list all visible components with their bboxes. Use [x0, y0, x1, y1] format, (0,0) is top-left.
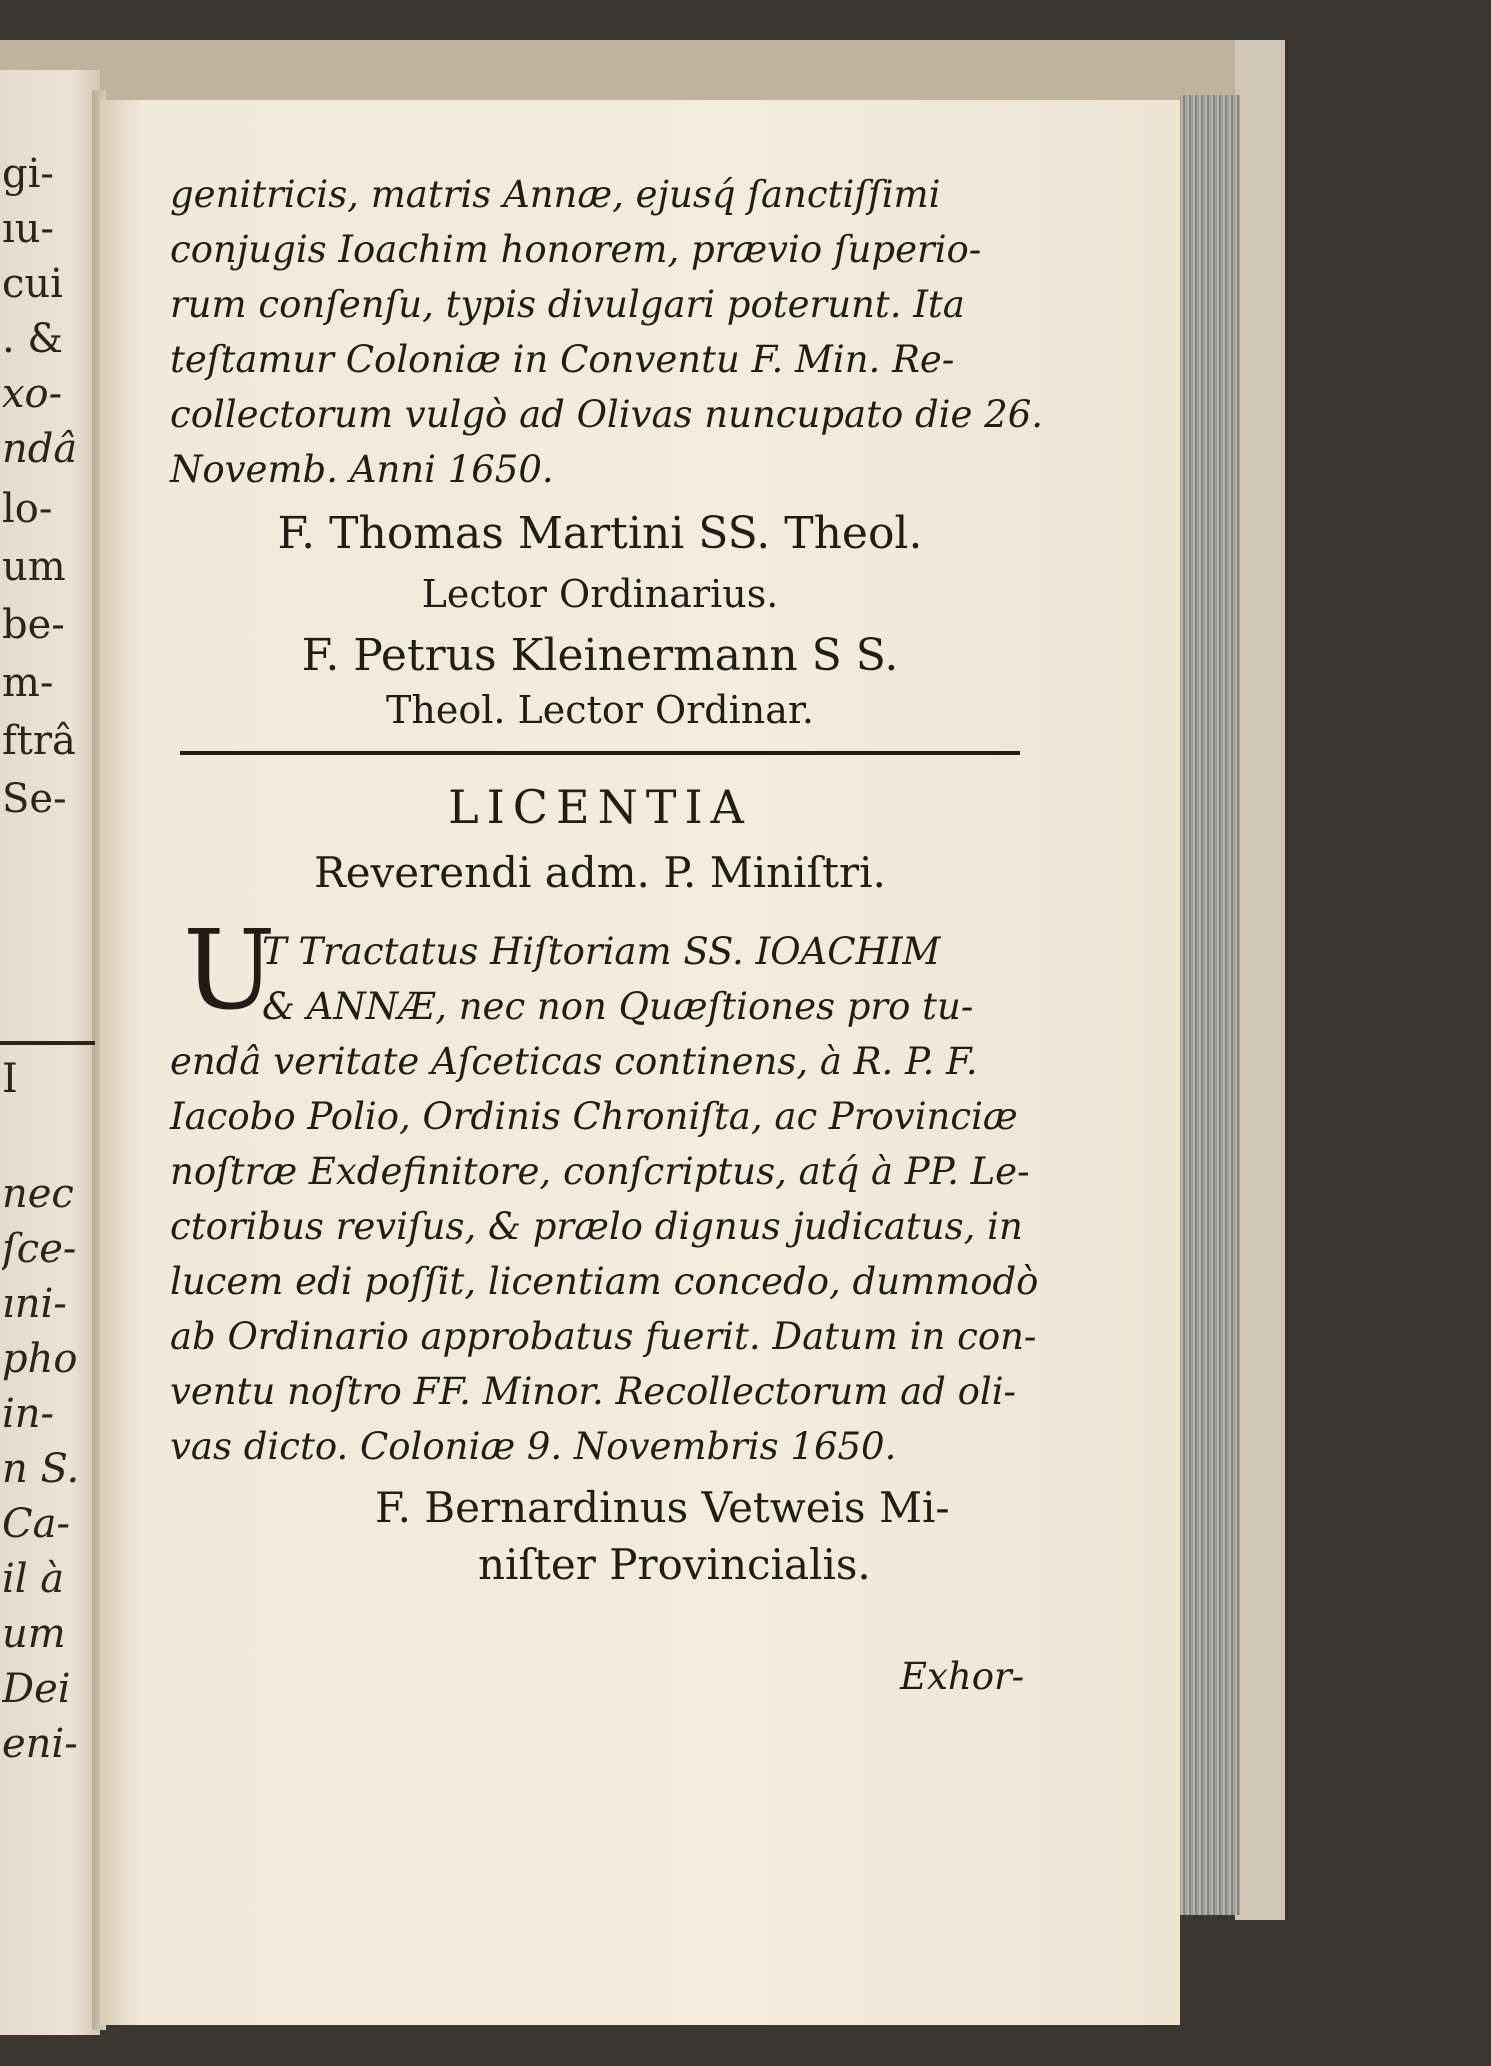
left-line: ıni-: [2, 1281, 67, 1327]
dropcap: U: [183, 906, 276, 1034]
left-line: il à: [2, 1556, 65, 1602]
licentia-signer-line1: F. Bernardinus Vetweis Mi-: [375, 1483, 950, 1532]
left-line: eni-: [2, 1721, 78, 1767]
left-line: I: [2, 1056, 18, 1102]
approbation-line: teſtamur Coloniæ in Conventu F. Min. Re-: [170, 338, 955, 381]
left-line: Ca-: [2, 1501, 70, 1547]
signer1-name: F. Thomas Martini SS. Theol.: [277, 508, 923, 559]
licentia-line: noſtræ Exdefinitore, conſcriptus, atq́ à PP. Le-: [170, 1150, 1030, 1193]
licentia-signer-line2: niſter Provincialis.: [478, 1540, 871, 1589]
left-line: um: [2, 1611, 66, 1657]
approbation-line: rum conſenſu, typis divulgari poterunt. Ita: [170, 283, 965, 326]
licentia-line: & ANNÆ, nec non Quæſtiones pro tu-: [262, 985, 974, 1028]
left-line: ndâ: [2, 426, 78, 472]
left-line: cui: [2, 261, 63, 307]
left-line: nec: [2, 1171, 74, 1217]
left-rule: [0, 1041, 95, 1045]
left-line: gi-: [2, 151, 54, 197]
section-rule: [180, 751, 1020, 755]
licentia-heading: LICENTIA: [448, 780, 752, 834]
book-cover-right: [1235, 40, 1285, 1920]
licentia-line: T Tractatus Hiſtoriam SS. IOACHIM: [262, 930, 941, 973]
left-line: ſce-: [2, 1226, 77, 1272]
left-line: m-: [2, 660, 54, 706]
book-cover-top: [0, 40, 1260, 100]
licentia-line: vas dicto. Coloniæ 9. Novembris 1650.: [170, 1425, 897, 1468]
approbation-line: genitricis, matris Annæ, ejusq́ ſanctiſſimi: [170, 173, 941, 216]
approbation-line: Novemb. Anni 1650.: [170, 448, 554, 491]
licentia-line: Iacobo Polio, Ordinis Chroniſta, ac Provinciæ: [170, 1095, 1018, 1138]
left-line: Se-: [2, 776, 67, 822]
approbation-line: conjugis Ioachim honorem, prævio ſuperio-: [170, 228, 982, 271]
left-line: pho: [2, 1336, 78, 1382]
licentia-line: lucem edi poſſit, licentiam concedo, dummodò: [170, 1260, 1039, 1303]
licentia-subheading: Reverendi adm. P. Miniſtri.: [314, 848, 886, 897]
signer2-title: Theol. Lector Ordinar.: [386, 688, 814, 732]
left-line: um: [2, 544, 66, 590]
left-line: ıu-: [2, 206, 55, 252]
catchword: Exhor-: [900, 1655, 1025, 1698]
left-line: in-: [2, 1391, 55, 1437]
signer2-name: F. Petrus Kleinermann S S.: [301, 630, 899, 681]
left-line: be-: [2, 602, 65, 648]
left-line: n S.: [2, 1446, 80, 1492]
licentia-line: endâ veritate Aſceticas continens, à R. P. F.: [170, 1040, 978, 1083]
left-line: lo-: [2, 486, 53, 532]
licentia-line: ab Ordinario approbatus fuerit. Datum in con-: [170, 1315, 1037, 1358]
left-line: Dei: [2, 1666, 71, 1712]
page-edges: [1180, 95, 1240, 1915]
approbation-line: collectorum vulgò ad Olivas nuncupato die 26.: [170, 393, 1044, 436]
left-line: ftrâ: [2, 718, 76, 764]
left-line: xo-: [2, 371, 63, 417]
licentia-line: ctoribus reviſus, & prælo dignus judicatus, in: [170, 1205, 1023, 1248]
left-line: . &: [2, 316, 64, 362]
licentia-line: ventu noſtro FF. Minor. Recollectorum ad oli-: [170, 1370, 1017, 1413]
signer1-title: Lector Ordinarius.: [421, 572, 779, 616]
